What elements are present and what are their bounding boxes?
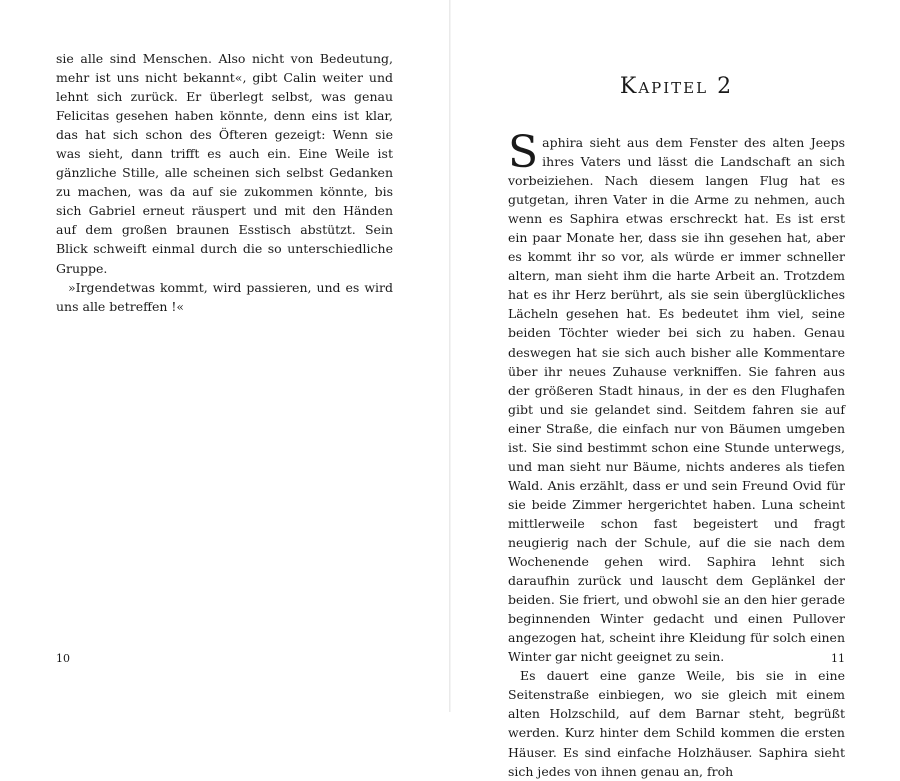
paragraph-text: aphira sieht aus dem Fenster des alten Jeeps ihres Vaters und lässt die Landschaft an sich vorbeiziehen. Nach diesem langen Flug hat es gutgetan, ihren Vater in die Arme zu nehmen, auch wenn es Saphira etwas erschreckt hat. Es ist erst ein paar Monate her, dass sie ihn gesehen hat, aber es kommt ihr so vor, als würde er immer schneller altern, man sieht ihm die harte Arbeit an. Trotzdem hat es ihr Herz berührt, als sie sein überglückliches Lächeln gesehen hat. Es bedeutet ihm viel, seine beiden Töchter wieder bei sich zu haben. Genau deswegen hat sie sich auch bisher alle Kommentare über ihr neues Zuhause verkniffen. Sie fahren aus der größeren Stadt hinaus, in der es den Flughafen gibt und sie gelandet sind. Seitdem fahren sie auf einer Straße, die einfach nur von Bäumen umgeben ist. Sie sind bestimmt schon eine Stunde unterwegs, und man sieht nur Bäume, nichts anderes als tiefen Wald. Anis erzählt, dass er und sein Freund Ovid für sie beide Zimmer hergerichtet haben. Luna scheint mittlerweile schon fast begeistert und fragt neugierig nach der Schule, auf die sie nach dem Wochenende gehen wird. Saphira lehnt sich daraufhin zurück und lauscht dem Geplänkel der beiden. Sie friert, und obwohl sie an den hier gerade beginnenden Winter gedacht und einen Pullover angezogen hat, scheint ihre Kleidung für solch einen Winter gar nicht geeignet zu sein. [508, 135, 845, 665]
paragraph [508, 127, 845, 666]
left-page-text [56, 49, 393, 316]
page-number: 11 [831, 652, 845, 665]
left-page [0, 0, 450, 712]
page-number: 10 [56, 652, 70, 665]
right-page [450, 0, 900, 779]
paragraph: »Irgendetwas kommt, wird passieren, und es wird uns alle betreffen !« [56, 279, 393, 314]
drop-cap: S [508, 127, 539, 178]
right-page-text [508, 127, 845, 781]
paragraph: Es dauert eine ganze Weile, bis sie in eine Seitenstraße einbiegen, wo sie gleich mit einem alten Holzschild, auf dem Barnar steht, begrüßt werden. Kurz hinter dem Schild kommen die ersten Häuser. Es sind einfache Holzhäuser. Saphira sieht sich jedes von ihnen genau an, froh [508, 668, 845, 779]
chapter-title: Kapitel 2 [619, 74, 734, 99]
paragraph: sie alle sind Menschen. Also nicht von Bedeutung, mehr ist uns nicht bekannt«, gibt Calin weiter und lehnt sich zurück. Er überlegt selbst, was genau Felicitas gesehen haben könnte, denn eins ist klar, das hat sich schon des Öfteren gezeigt: Wenn sie was sieht, dann trifft es auch ein. Eine Weile ist gänzliche Stille, alle scheinen sich selbst Gedanken zu machen, was da auf sie zukommen könnte, bis sich Gabriel erneut räuspert und mit den Händen auf dem großen braunen Esstisch abstützt. Sein Blick schweift einmal durch die so unterschiedliche Gruppe. [56, 51, 393, 276]
